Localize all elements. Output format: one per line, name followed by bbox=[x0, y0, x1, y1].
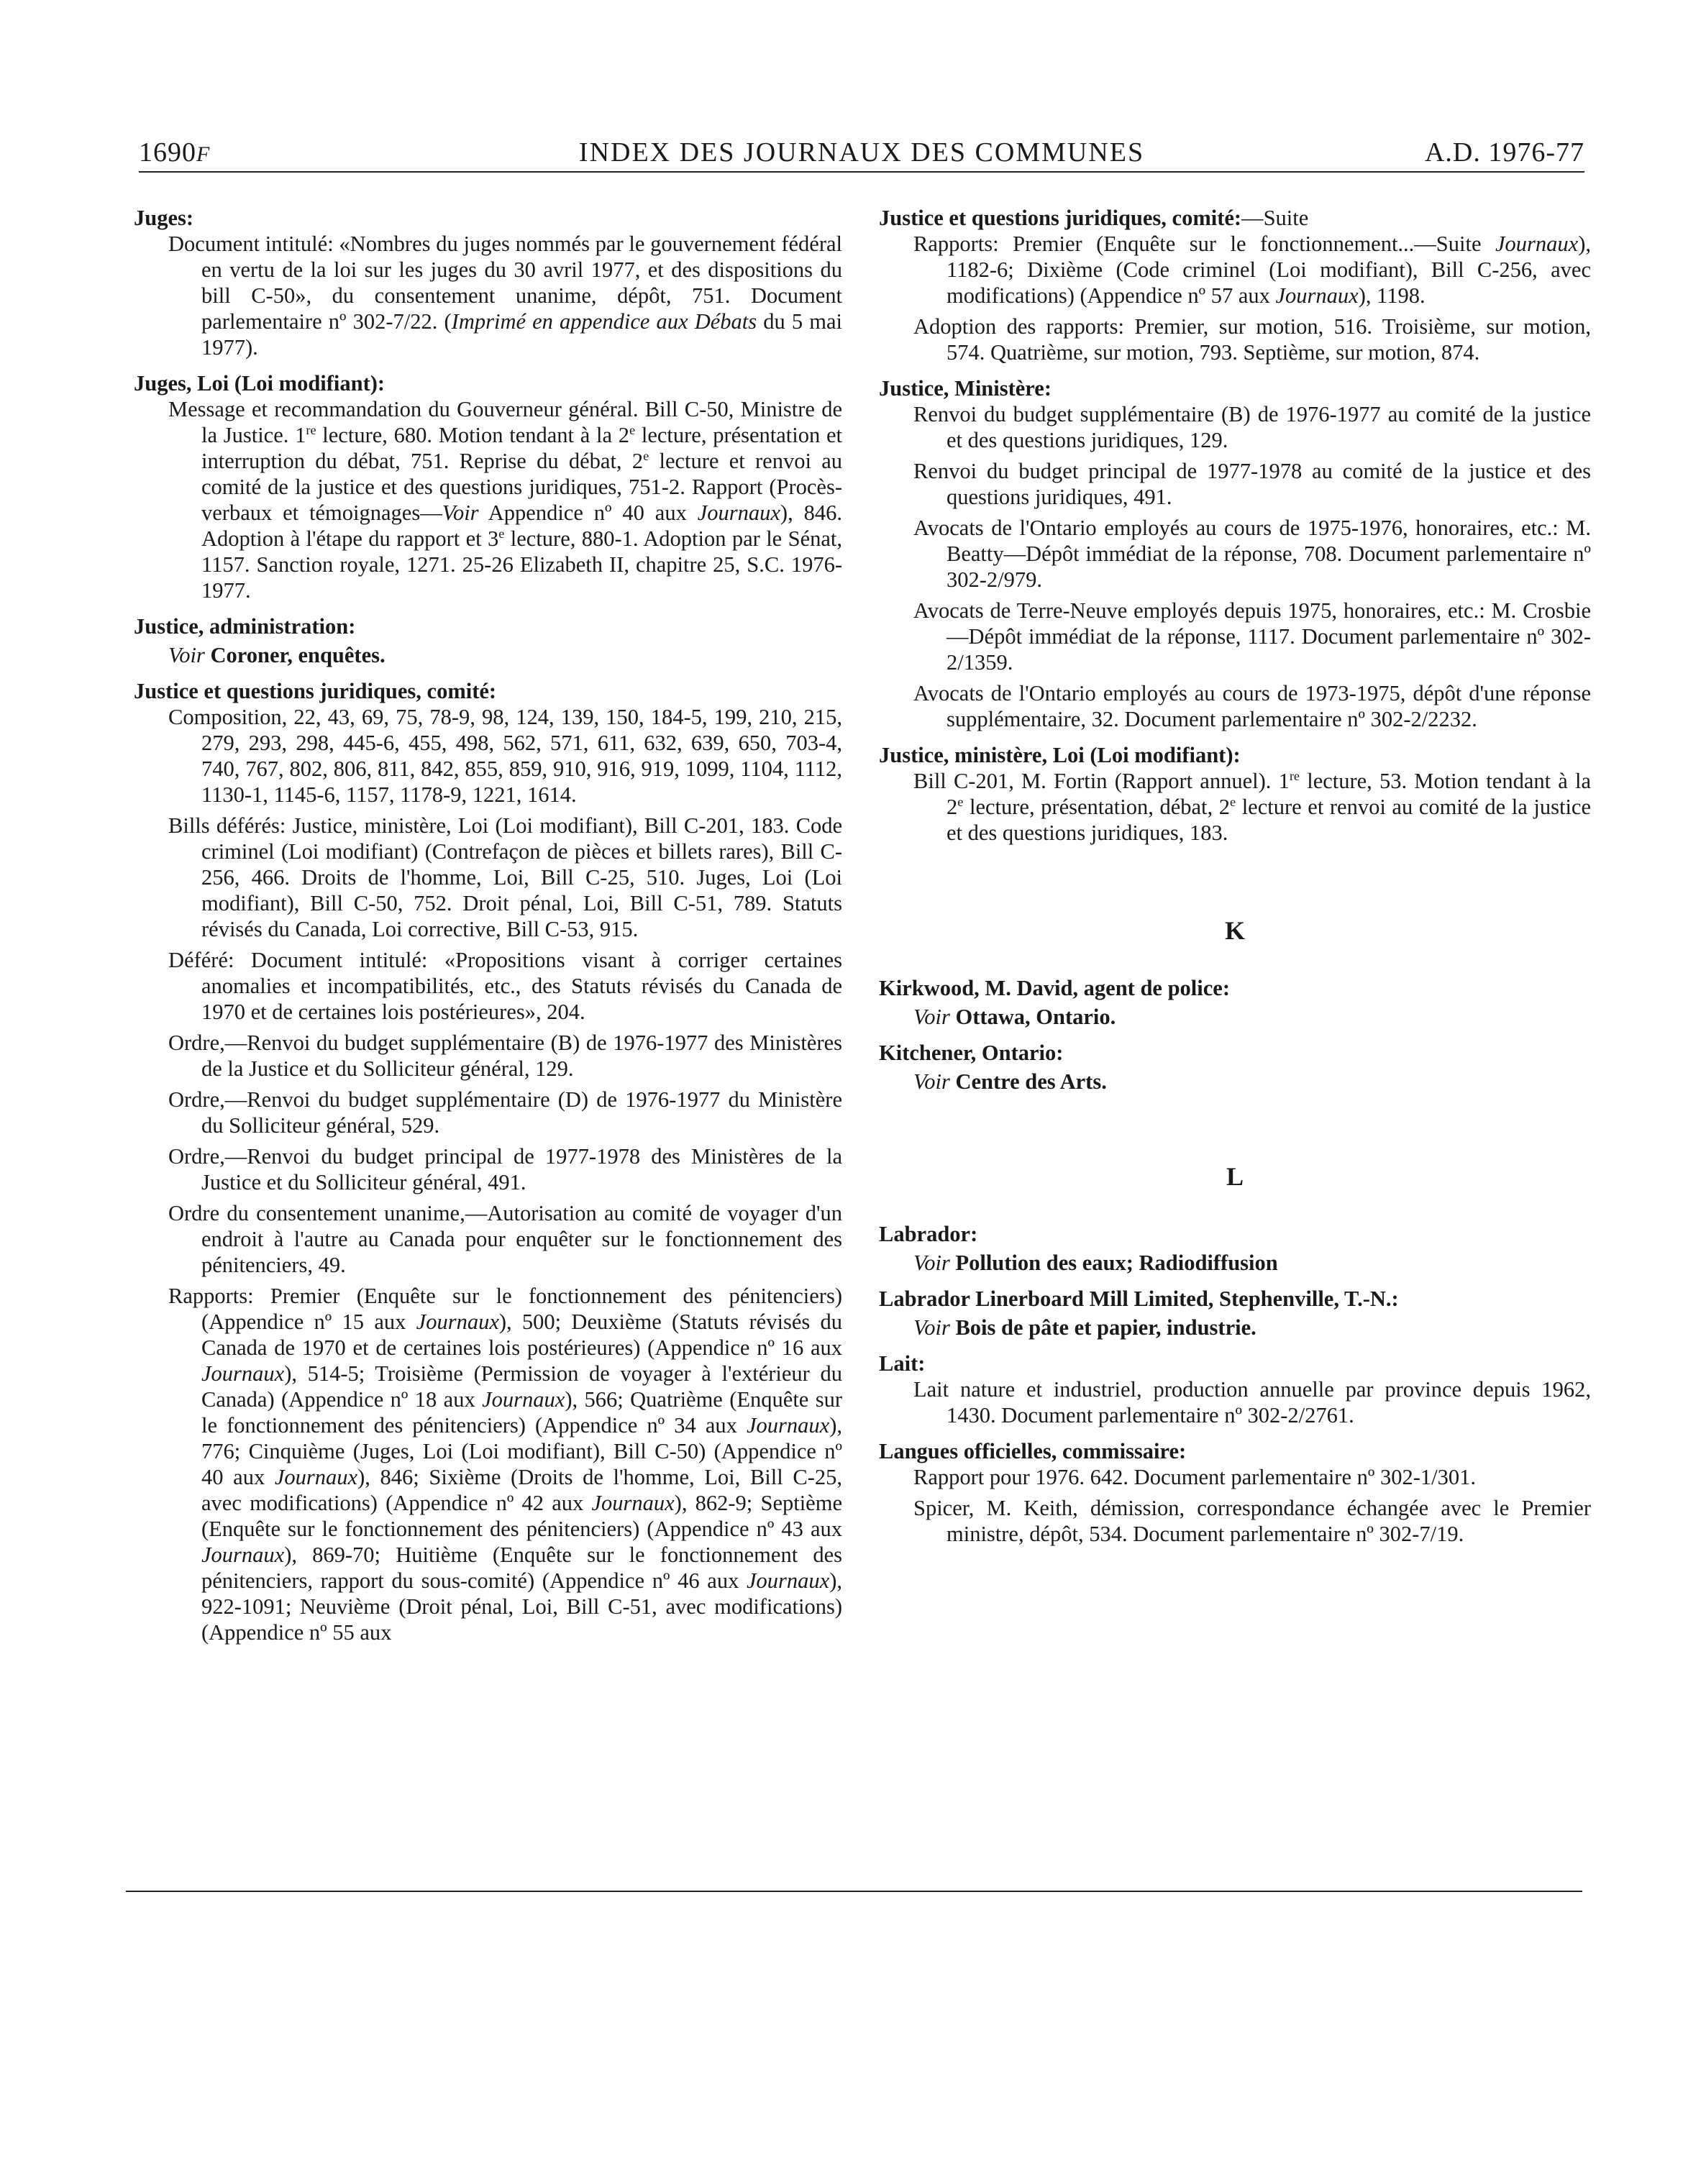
index-entry bbox=[879, 1221, 1591, 1276]
page-number: 1690F bbox=[139, 137, 211, 168]
subentry: Renvoi du budget principal de 1977-1978 au comité de la justice et des questions juridiques, 491. bbox=[913, 459, 1591, 509]
right-column bbox=[879, 205, 1591, 1557]
subentry: Spicer, M. Keith, démission, correspondance échangée avec le Premier ministre, dépôt, 534. Document parlementaire nº 302-7/19. bbox=[913, 1496, 1591, 1546]
subentry: Ordre,—Renvoi du budget supplémentaire (B) de 1976-1977 des Ministères de la Justice et du Solliciteur général, 129. bbox=[168, 1031, 842, 1081]
subentry: Adoption des rapports: Premier, sur motion, 516. Troisième, sur motion, 574. Quatrième, sur motion, 793. Septième, sur motion, 874. bbox=[913, 314, 1591, 365]
see-target: Coroner, enquêtes. bbox=[210, 643, 386, 667]
subentry: Renvoi du budget supplémentaire (B) de 1976-1977 au comité de la justice et des questions juridiques, 129. bbox=[913, 402, 1591, 452]
left-column bbox=[134, 205, 842, 1655]
see-target: Ottawa, Ontario. bbox=[955, 1005, 1116, 1029]
entry-heading bbox=[879, 742, 1591, 768]
see-reference bbox=[879, 1069, 1591, 1095]
entry-heading-text: Labrador: bbox=[879, 1222, 978, 1246]
page-title: INDEX DES JOURNAUX DES COMMUNES bbox=[578, 137, 1145, 168]
index-entry bbox=[879, 205, 1591, 365]
entry-heading-text: Lait: bbox=[879, 1351, 926, 1376]
see-reference bbox=[879, 1315, 1591, 1340]
index-entry bbox=[134, 678, 842, 1645]
see-word: Voir bbox=[913, 1069, 950, 1094]
index-entry bbox=[879, 742, 1591, 846]
entry-heading bbox=[879, 975, 1591, 1001]
footer-rule bbox=[126, 1891, 1582, 1892]
entry-heading-text: Justice, Ministère: bbox=[879, 376, 1052, 401]
entry-heading bbox=[879, 1438, 1591, 1464]
entry-heading bbox=[879, 375, 1591, 401]
continued-label: —Suite bbox=[1241, 206, 1309, 230]
entry-heading-text: Justice, administration: bbox=[134, 614, 356, 639]
index-entry bbox=[879, 375, 1591, 732]
entry-heading-text: Justice et questions juridiques, comité: bbox=[134, 679, 497, 703]
running-head bbox=[139, 137, 1584, 173]
index-entry bbox=[879, 1286, 1591, 1340]
entry-heading-text: Juges: bbox=[134, 206, 194, 230]
section-letter: K bbox=[1224, 916, 1245, 945]
index-entry bbox=[134, 370, 842, 603]
see-word: Voir bbox=[168, 643, 205, 667]
entry-heading bbox=[879, 1221, 1591, 1247]
subentry: Bills déférés: Justice, ministère, Loi (Loi modifiant), Bill C-201, 183. Code criminel (Loi modifiant) (Contrefaçon de pièces et billets rares), Bill C-256, 466. Droits de l'homme, Loi, Bill C-25, 510. Juges, Loi (Loi modifiant), Bill C-50, 752. Droit pénal, Loi, Bill C-51, 789. Statuts révisés du Canada, Loi corrective, Bill C-53, 915. bbox=[168, 813, 842, 941]
subentry: Avocats de Terre-Neuve employés depuis 1975, honoraires, etc.: M. Crosbie—Dépôt immédiat de la réponse, 1117. Document parlementaire nº 302-2/1359. bbox=[913, 598, 1591, 675]
entry-heading-text: Juges, Loi (Loi modifiant): bbox=[134, 371, 386, 396]
entry-heading-text: Justice et questions juridiques, comité: bbox=[879, 206, 1242, 230]
see-reference bbox=[134, 642, 842, 668]
index-entry bbox=[879, 1040, 1591, 1095]
entry-heading-text: Justice, ministère, Loi (Loi modifiant): bbox=[879, 743, 1241, 767]
session-year: A.D. 1976-77 bbox=[1424, 137, 1584, 168]
entry-heading bbox=[879, 1040, 1591, 1066]
see-reference bbox=[879, 1004, 1591, 1030]
subentry: Rapports: Premier (Enquête sur le fonctionnement...—Suite Journaux), 1182-6; Dixième (Code criminel (Loi modifiant), Bill C-256, avec modifications) (Appendice nº 57 aux Journaux), 1198. bbox=[913, 232, 1591, 308]
entry-heading-text: Labrador Linerboard Mill Limited, Stephenville, T.-N.: bbox=[879, 1287, 1399, 1311]
see-word: Voir bbox=[913, 1251, 950, 1275]
subentry: Lait nature et industriel, production annuelle par province depuis 1962, 1430. Document parlementaire nº 302-2/2761. bbox=[913, 1377, 1591, 1427]
index-entry bbox=[879, 975, 1591, 1030]
see-target: Bois de pâte et papier, industrie. bbox=[955, 1315, 1256, 1340]
subentry: Message et recommandation du Gouverneur général. Bill C-50, Ministre de la Justice. 1re lecture, 680. Motion tendant à la 2e lecture, présentation et interruption du débat, 751. Reprise du débat, 2e lecture et renvoi au comité de la justice et des questions juridiques, 751-2. Rapport (Procès-verbaux et témoignages—Voir Appendice nº 40 aux Journaux), 846. Adoption à l'étape du rapport et 3e lecture, 880-1. Adoption par le Sénat, 1157. Sanction royale, 1271. 25-26 Elizabeth II, chapitre 25, S.C. 1976-1977. bbox=[168, 397, 842, 603]
index-entry bbox=[879, 1351, 1591, 1428]
see-word: Voir bbox=[913, 1315, 950, 1340]
see-reference bbox=[879, 1250, 1591, 1276]
subentry: Déféré: Document intitulé: «Propositions visant à corriger certaines anomalies et incompatibilités, etc., des Statuts révisés du Canada de 1970 et de certaines lois postérieures», 204. bbox=[168, 948, 842, 1024]
entry-heading bbox=[134, 613, 842, 639]
subentry: Composition, 22, 43, 69, 75, 78-9, 98, 124, 139, 150, 184-5, 199, 210, 215, 279, 293, 298, 445-6, 455, 498, 562, 571, 611, 632, 639, 650, 703-4, 740, 767, 802, 806, 811, 842, 855, 859, 910, 916, 919, 1099, 1104, 1112, 1130-1, 1145-6, 1157, 1178-9, 1221, 1614. bbox=[168, 705, 842, 807]
entry-heading-text: Kirkwood, M. David, agent de police: bbox=[879, 976, 1230, 1000]
entry-heading-text: Kitchener, Ontario: bbox=[879, 1041, 1064, 1065]
page-number-suffix: F bbox=[196, 142, 211, 166]
subentry: Rapport pour 1976. 642. Document parlementaire nº 302-1/301. bbox=[913, 1465, 1476, 1489]
entry-heading bbox=[879, 205, 1591, 231]
subentry: Bill C-201, M. Fortin (Rapport annuel). 1re lecture, 53. Motion tendant à la 2e lecture, présentation, débat, 2e lecture et renvoi au comité de la justice et des questions juridiques, 183. bbox=[913, 768, 1592, 845]
see-word: Voir bbox=[913, 1005, 950, 1029]
entry-heading-text: Langues officielles, commissaire: bbox=[879, 1439, 1187, 1463]
subentry: Rapports: Premier (Enquête sur le fonctionnement des pénitenciers) (Appendice nº 15 aux Journaux), 500; Deuxième (Statuts révisés du Canada de 1970 et de certaines lois postérieures) (Appendice nº 16 aux Journaux), 514-5; Troisième (Permission de voyager à l'extérieur du Canada) (Appendice nº 18 aux Journaux), 566; Quatrième (Enquête sur le fonctionnement des pénitenciers) (Appendice nº 34 aux Journaux), 776; Cinquième (Juges, Loi (Loi modifiant), Bill C-50) (Appendice nº 40 aux Journaux), 846; Sixième (Droits de l'homme, Loi, Bill C-25, avec modifications) (Appendice nº 42 aux Journaux), 862-9; Septième (Enquête sur le fonctionnement des pénitenciers) (Appendice nº 43 aux Journaux), 869-70; Huitième (Enquête sur le fonctionnement des pénitenciers, rapport du sous-comité) (Appendice nº 46 aux Journaux), 922-1091; Neuvième (Droit pénal, Loi, Bill C-51, avec modifications) (Appendice nº 55 aux bbox=[168, 1284, 843, 1645]
subentry: Avocats de l'Ontario employés au cours de 1973-1975, dépôt d'une réponse supplémentaire, 32. Document parlementaire nº 302-2/2232. bbox=[913, 681, 1591, 731]
entry-heading bbox=[879, 1351, 1591, 1376]
see-target: Centre des Arts. bbox=[955, 1069, 1107, 1094]
index-entry bbox=[879, 1438, 1591, 1547]
subentry: Ordre du consentement unanime,—Autorisation au comité de voyager d'un endroit à l'autre au Canada pour enquêter sur le fonctionnement des pénitenciers, 49. bbox=[168, 1201, 842, 1277]
subentry: Ordre,—Renvoi du budget supplémentaire (D) de 1976-1977 du Ministère du Solliciteur général, 529. bbox=[168, 1087, 842, 1138]
index-entry bbox=[134, 613, 842, 668]
subentry: Document intitulé: «Nombres du juges nommés par le gouvernement fédéral en vertu de la loi sur les juges du 30 avril 1977, et des dispositions du bill C-50», du consentement unanime, dépôt, 751. Document parlementaire nº 302-7/22. (Imprimé en appendice aux Débats du 5 mai 1977). bbox=[168, 232, 842, 360]
entry-heading bbox=[879, 1286, 1591, 1312]
entry-heading bbox=[134, 205, 842, 231]
entry-heading bbox=[134, 678, 842, 704]
see-target: Pollution des eaux; Radiodiffusion bbox=[955, 1251, 1278, 1275]
index-entry bbox=[134, 205, 842, 360]
subentry: Ordre,—Renvoi du budget principal de 1977-1978 des Ministères de la Justice et du Solliciteur général, 491. bbox=[168, 1144, 842, 1194]
subentry: Avocats de l'Ontario employés au cours de 1975-1976, honoraires, etc.: M. Beatty—Dépôt immédiat de la réponse, 708. Document parlementaire nº 302-2/979. bbox=[913, 516, 1591, 592]
section-letter: L bbox=[1226, 1162, 1244, 1191]
header-rule bbox=[139, 171, 1584, 173]
entry-heading bbox=[134, 370, 842, 396]
